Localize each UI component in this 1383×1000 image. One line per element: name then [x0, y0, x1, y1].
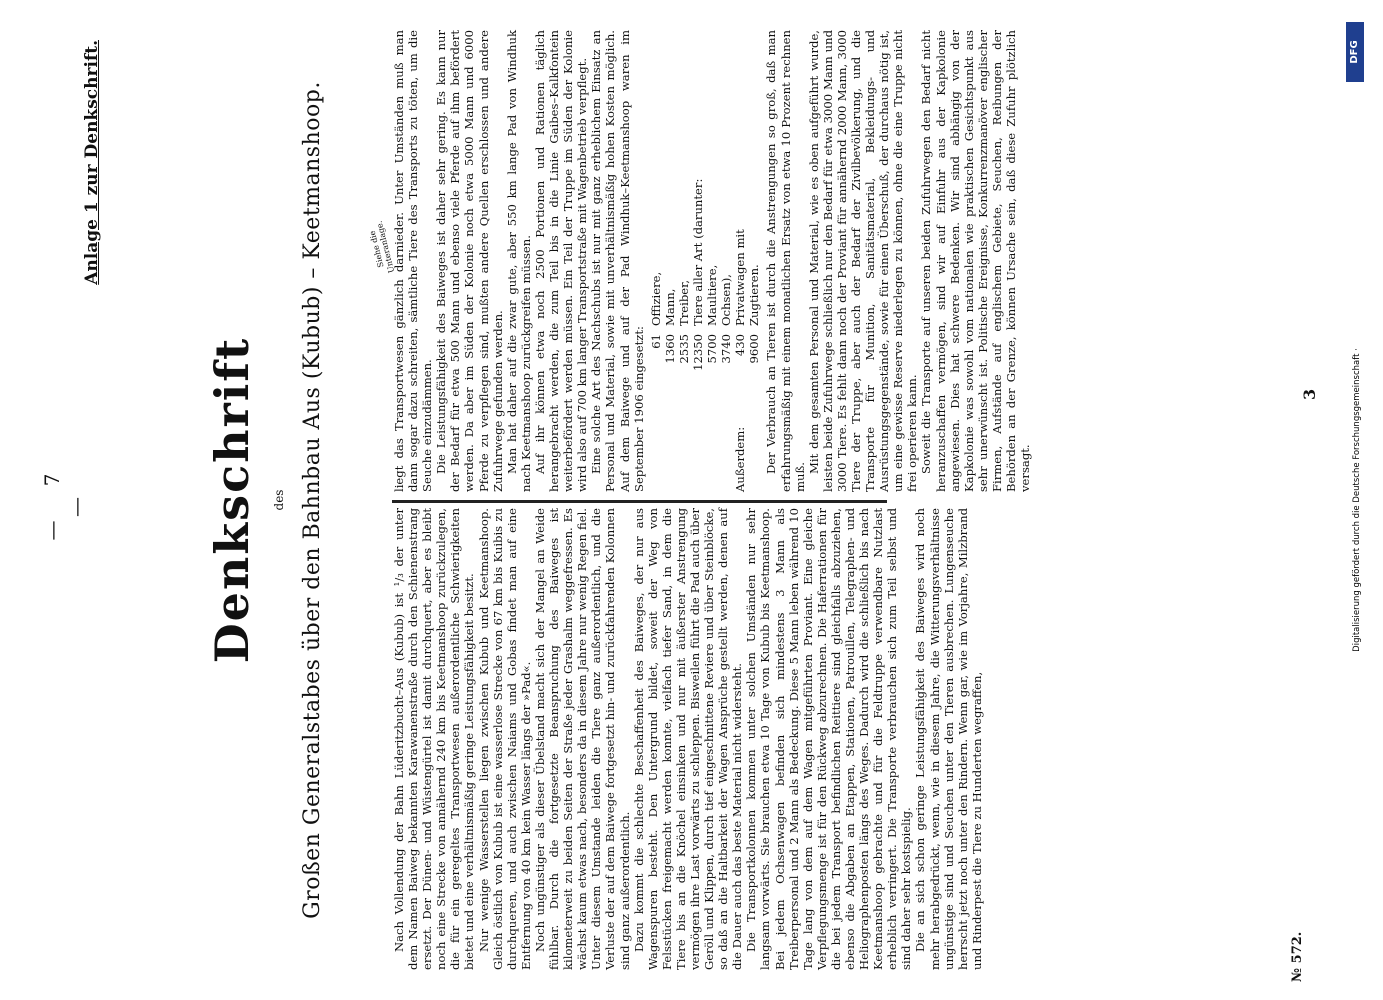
list-item-lead — [747, 404, 761, 492]
list-item-text: Offiziere, — [648, 271, 663, 326]
paragraph: Der Verbrauch an Tieren ist durch die Anstrengungen so groß, daß man erfahrungsmäßig mit einem monatlichen Ersatz von etwa 10 Prozent rechnen muß. — [764, 30, 807, 492]
right-text-column — [392, 30, 1307, 492]
paragraph: Dazu kommt die schlechte Beschaffenheit des Baiweges, der nur aus Wagenspuren besteht. Den Untergrund bildet, soweit der Weg von Felsstücken freigemacht werden konnte, vielfach tiefer Sand, in dem die Tiere bis an die Knöchel einsinken und nur mit äußerster Anstrengung vermögen ihre Last vorwärts zu schleppen. Bisweilen führt die Pad auch über Geröll und Klippen, durch tief eingeschnittene Reviere und über Steinblöcke, so daß an die Haltbarkeit der Wagen Ansprüche gestellt werden, denen auf die Dauer auch das beste Material nicht widersteht. — [631, 508, 745, 970]
list-item-number: 12350 — [690, 334, 705, 371]
list-item — [663, 30, 677, 492]
list-item — [733, 30, 747, 492]
page-number: — 7 — — [40, 459, 88, 541]
list-item — [705, 30, 719, 492]
signature-mark: 3 — [1300, 388, 1319, 400]
list-item — [691, 30, 705, 492]
paragraph: Nur wenige Wasserstellen liegen zwischen Kubub und Keetmanshoop. Gleich östlich von Kubub ist eine wasserlose Strecke von 67 km bis Kuibis zu durchqueren, und auch zwischen Naiams und Gobas findet man auf eine Entfernung von 40 km kein Wasser längs der »Pad«. — [476, 508, 533, 970]
list-item-lead: Außerdem: — [733, 426, 748, 492]
list-item-lead — [677, 404, 691, 492]
paragraph: Noch ungünstiger als dieser Übelstand macht sich der Mangel an Weide fühlbar. Durch die fortgesetzte Beanspruchung des Baiweges ist kilometerweit zu beiden Seiten der Straße jeder Grashalm weggefressen. Es wächst kaum etwas nach, besonders da in diesem Jahre nur wenig Regen fiel. Unter diesem Umstande leiden die Tiere ganz außerordentlich, und die Verluste der auf dem Baiwege fortgesetzt hin- und zurückfahrenden Kolonnen sind ganz außerordentlich. — [532, 508, 632, 970]
list-item-number: 5700 — [705, 334, 720, 364]
list-item-text: Maultiere, — [705, 264, 720, 326]
paragraph: Auf ihr können etwa noch 2500 Portionen und Rationen täglich herangebracht werden, die zum Teil bis in die Linie Gaibes–Kalkfontein weiterbefördert werden müssen. Ein Teil der Truppe im Süden der Kolonie wird also auf 700 km langer Transportstraße mit Wagenbetrieb verpflegt. — [532, 30, 590, 492]
list-item-number: 2535 — [676, 334, 691, 364]
list-item-lead — [691, 404, 705, 492]
paragraph: liegt das Transportwesen gänzlich darnieder. Unter Umständen muß man dann sogar dazu schreiten, sämtliche Tiere des Transports zu töten, um die Seuche einzudämmen. — [392, 30, 435, 492]
list-item — [649, 30, 663, 492]
paragraph: Soweit die Transporte auf unseren beiden Zufuhrwegen den Bedarf nicht heranzuschaffen vermögen, sind wir auf Einfuhr aus der Kapkolonie angewiesen. Dies hat schwere Bedenken. Wir sind abhängig von der Kapkolonie was sowohl vom nationalen wie praktischen Gesichtspunkt aus sehr unerwünscht ist. Politische Ereignisse, Konkurrenzmanöver englischer Firmen, Aufstände auf englischem Gebiete, Seuchen, Reibungen der Behörden an der Grenze, können Ursache sein, daß diese Zufuhr plötzlich versagt. — [919, 30, 1033, 492]
digitization-credit: Digitalisierung gefördert durch die Deutsche Forschungsgemeinschaft · — [1352, 348, 1362, 652]
list-item-lead — [649, 404, 663, 492]
margin-note: Siehe die Unteranlage. — [367, 219, 397, 274]
list-item-text: Privatwagen mit — [733, 229, 748, 326]
list-item-text: Treiber, — [676, 279, 691, 326]
paragraph: Die Transportkolonnen kommen unter solchen Umständen nur sehr langsam vorwärts. Sie brauchen etwa 10 Tage von Kubub bis Keetmanshoop. Bei jedem Ochsenwagen befinden sich mindestens 3 Mann als Treiberpersonal und 2 Mann als Bedeckung. Diese 5 Mann leben während 10 Tage lang von dem auf dem Wagen mitgeführten Proviant. Eine gleiche Verpflegungsmenge ist für den Rückweg abzurechnen. Die Haferrationen für die bei jedem Transport befindlichen Reittiere sind gleichfalls abzuziehen, ebenso die Abgaben an Etappen, Stationen, Patrouillen, Telegraphen- und Heliographenposten längs des Weges. Dadurch wird die schließlich bis nach Keetmanshoop gebrachte und für die Feldtruppe verwendbare Nutzlast erheblich verringert. Die Transporte verbrauchen sich zum Teil selbst und sind daher sehr kostspielig. — [744, 508, 914, 970]
paragraph: Die an sich schon geringe Leistungsfähigkeit des Baiweges wird noch mehr herabgedrückt, wenn, wie in diesem Jahre, die Witterungsverhältnisse ungünstige sind und Seuchen unter den Tieren ausbrechen. Lungenseuche herrscht jetzt noch unter den Rindern. Wenn gar, wie im Vorjahre, Milzbrand und Rinderpest die Tiere zu Hunderten wegraffen, — [913, 508, 984, 970]
paragraph: Die Leistungsfähigkeit des Baiweges ist daher sehr gering. Es kann nur der Bedarf für etwa 500 Mann und ebenso viele Pferde auf ihm befördert werden. Da aber im Süden der Kolonie noch etwa 5000 Mann und 6000 Pferde zu verpflegen sind, mußten andere Quellen erschlossen und andere Zufuhrwege gefunden werden. — [434, 30, 505, 492]
list-item — [747, 30, 761, 492]
paragraph: Nach Vollendung der Bahn Lüderitzbucht–Aus (Kubub) ist ¹/₃ der unter dem Namen Baiweg bekannten Karawanenstraße durch den Schienenstrang ersetzt. Der Dünen- und Wüstengürtel ist damit durchquert, aber es bleibt noch eine Strecke von annähernd 240 km bis Keetmanshoop zurückzulegen, die für ein geregeltes Transportwesen außerordentliche Schwierigkeiten bietet und eine verhältnismäßig geringe Leistungsfähigkeit besitzt. — [392, 508, 477, 970]
list-item-text: Tiere aller Art (darunter: — [690, 178, 705, 326]
list-item-number: 9600 — [747, 334, 762, 364]
dfg-logo: DFG — [1346, 22, 1364, 82]
list-item-text: Zugtieren. — [747, 264, 762, 326]
paragraph: Eine solche Art des Nachschubs ist nur mit ganz erheblichem Einsatz an Personal und Material, sowie mit unverhältnismäßig hohen Kosten möglich. Auf dem Baiwege und auf der Pad Windhuk–Keetmanshoop waren im September 1906 eingesetzt: — [589, 30, 646, 492]
list-item — [677, 30, 691, 492]
list-item-number: 61 — [648, 334, 663, 349]
list-item-text: Mann, — [662, 288, 677, 326]
paragraph: Man hat daher auf die zwar gute, aber 550 km lange Pad von Windhuk nach Keetmanshoop zurückgreifen müssen. — [504, 30, 533, 492]
column-divider — [392, 500, 887, 503]
document-subtitle: Großen Generalstabes über den Bahnbau Aus (Kubub) – Keetmanshoop. — [300, 81, 325, 919]
list-item-lead — [705, 404, 719, 492]
list-item-text: Ochsen), — [719, 274, 734, 326]
personnel-list — [649, 30, 762, 492]
document-title: Denkschrift — [205, 336, 259, 664]
list-item-number: 3740 — [719, 334, 734, 364]
list-item-number: 1360 — [662, 334, 677, 364]
left-text-column — [392, 508, 1287, 970]
title-connector: des — [272, 489, 286, 511]
list-item-number: 430 — [733, 334, 748, 357]
annex-label: Anlage 1 zur Denkschrift. — [82, 40, 102, 285]
document-number: № 572. — [1290, 931, 1305, 982]
list-item — [719, 30, 733, 492]
list-item-lead — [663, 404, 677, 492]
list-item-lead — [719, 404, 733, 492]
paragraph: Mit dem gesamten Personal und Material, wie es oben aufgeführt wurde, leisten beide Zufuhrwege schließlich nur den Bedarf für etwa 3000 Mann und 3000 Tiere. Es fehlt dann noch der Proviant für annähernd 2000 Mann, 3000 Tiere der Truppe, aber auch der Bedarf der Zivilbevölkerung, und die Transporte für Munition, Sanitätsmaterial, Bekleidungs- und Ausrüstungsgegenstände, sowie für einen Überschuß, der durchaus nötig ist, um eine gewisse Reserve niederlegen zu können, ohne die eine Truppe nicht frei operieren kann. — [806, 30, 920, 492]
